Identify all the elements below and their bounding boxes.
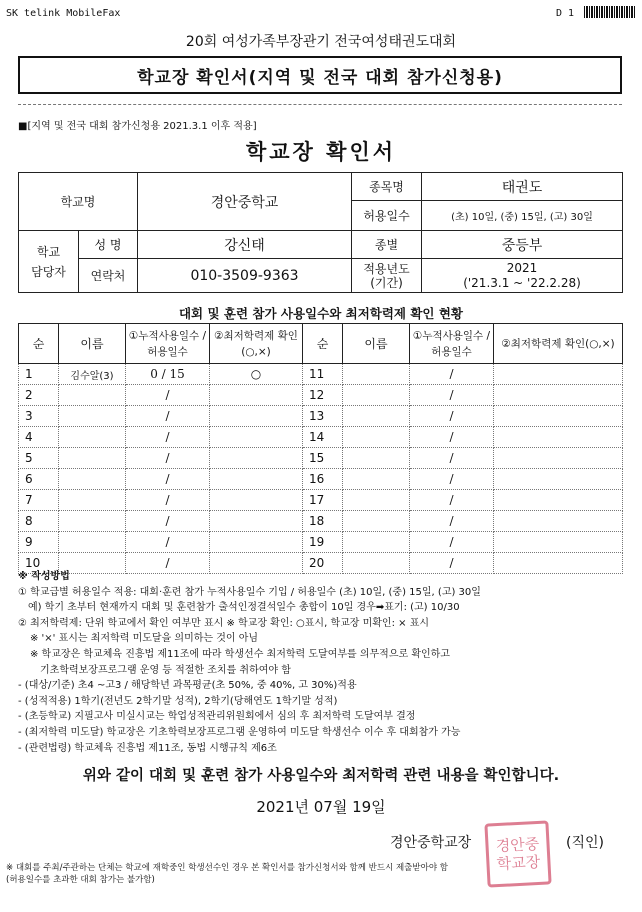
row-number: 5 xyxy=(19,448,59,469)
row-number: 9 xyxy=(19,532,59,553)
category-label: 종별 xyxy=(352,231,422,259)
note-line: - (관련법령) 학교체육 진흥법 제11조, 동법 시행규칙 제6조 xyxy=(18,742,277,754)
school-label: 학교명 xyxy=(19,173,138,231)
row-number: 3 xyxy=(19,406,59,427)
fax-barcode xyxy=(584,6,636,18)
header-name-right: 이름 xyxy=(343,324,410,364)
row-name xyxy=(59,406,126,427)
row-name: 김수알(3) xyxy=(59,364,126,385)
row-name xyxy=(343,385,410,406)
row-number: 17 xyxy=(303,490,343,511)
footer-note xyxy=(6,862,638,886)
divider xyxy=(18,104,622,105)
confirm-text: 위와 같이 대회 및 훈련 참가 사용일수와 최저학력 관련 내용을 확인합니다. xyxy=(82,768,560,784)
row-number: 2 xyxy=(19,385,59,406)
table-row xyxy=(19,469,623,490)
row-cumulative-days: / xyxy=(410,406,494,427)
principal-name: 경안중학교장 xyxy=(390,835,472,851)
footer-line: (허용일수를 초과한 대회 참가는 불가함) xyxy=(6,875,155,885)
row-minimum-check xyxy=(210,511,303,532)
row-name xyxy=(343,427,410,448)
row-cumulative-days: / xyxy=(126,490,210,511)
note-line: 기초학력보장프로그램 운영 등 적절한 조치를 취하여야 함 xyxy=(40,664,291,676)
row-cumulative-days: / xyxy=(410,385,494,406)
row-cumulative-days: / xyxy=(126,406,210,427)
form-title: 학교장 확인서 xyxy=(245,140,397,164)
status-rows xyxy=(19,364,623,574)
notes xyxy=(18,569,628,756)
row-number: 11 xyxy=(303,364,343,385)
row-minimum-check xyxy=(210,532,303,553)
allowed-label: 허용일수 xyxy=(352,201,422,231)
row-name xyxy=(59,427,126,448)
row-name xyxy=(343,490,410,511)
row-number: 18 xyxy=(303,511,343,532)
table-row xyxy=(19,448,623,469)
note-line: 예) 학기 초부터 현재까지 대회 및 훈련참가 출석인정결석일수 총합이 10일 경우➡표기: (고) 10/30 xyxy=(28,602,460,614)
row-minimum-check xyxy=(494,448,623,469)
row-name xyxy=(59,490,126,511)
apply-note: ■[지역 및 전국 대회 참가신청용 2021.3.1 이후 적용] xyxy=(18,121,257,132)
header-name-left: 이름 xyxy=(59,324,126,364)
row-cumulative-days: / xyxy=(410,511,494,532)
row-cumulative-days: / xyxy=(410,364,494,385)
row-minimum-check xyxy=(494,427,623,448)
banner-title: 학교장 확인서(지역 및 전국 대회 참가신청용) xyxy=(18,56,622,94)
row-cumulative-days: / xyxy=(410,469,494,490)
event-label: 종목명 xyxy=(352,173,422,201)
name-value: 강신태 xyxy=(138,231,352,259)
row-number: 15 xyxy=(303,448,343,469)
row-name xyxy=(59,448,126,469)
row-minimum-check xyxy=(494,511,623,532)
category-value: 중등부 xyxy=(422,231,623,259)
row-minimum-check xyxy=(494,469,623,490)
row-number: 4 xyxy=(19,427,59,448)
status-title: 대회 및 훈련 참가 사용일수와 최저학력제 확인 현황 xyxy=(178,306,464,321)
row-minimum-check xyxy=(210,406,303,427)
note-line: - (최저학력 미도달) 학교장은 기초학력보장프로그램 운영하여 미도달 학생선수 이수 후 대회참가 가능 xyxy=(18,726,461,738)
row-cumulative-days: / xyxy=(126,427,210,448)
row-name xyxy=(343,469,410,490)
row-minimum-check xyxy=(494,532,623,553)
event-value: 태권도 xyxy=(422,173,623,201)
row-minimum-check xyxy=(210,448,303,469)
header-cumulative-left: ①누적사용일수 /허용일수 xyxy=(126,324,210,364)
table-row xyxy=(19,490,623,511)
row-number: 10 xyxy=(19,553,59,574)
status-table xyxy=(18,323,623,574)
fax-header: SK telink MobileFax xyxy=(6,8,121,19)
row-minimum-check xyxy=(210,427,303,448)
row-cumulative-days: 0 / 15 xyxy=(126,364,210,385)
header-minimum-right: ②최저학력제 확인(○,×) xyxy=(494,324,623,364)
event-title: 20회 여성가족부장관기 전국여성태권도대회 xyxy=(185,34,457,50)
table-row xyxy=(19,406,623,427)
table-row xyxy=(19,427,623,448)
manager-label: 학교 담당자 xyxy=(19,231,79,293)
row-number: 12 xyxy=(303,385,343,406)
row-name xyxy=(343,532,410,553)
row-cumulative-days: / xyxy=(410,553,494,574)
row-number: 20 xyxy=(303,553,343,574)
row-cumulative-days: / xyxy=(126,385,210,406)
row-number: 6 xyxy=(19,469,59,490)
footer-line: ※ 대회를 주최/주관하는 단체는 학교에 재학중인 학생선수인 경우 본 확인서를 참가신청서와 함께 반드시 제출받아야 함 xyxy=(6,863,448,873)
row-minimum-check xyxy=(494,406,623,427)
row-name xyxy=(343,448,410,469)
year-label: 적용년도 (기간) xyxy=(352,259,422,293)
school-name: 경안중학교 xyxy=(138,173,352,231)
note-line: - (대상/기준) 초4 ~고3 / 해당학년 과목평균(초 50%, 중 40%, 고 30%)적용 xyxy=(18,680,357,692)
row-cumulative-days: / xyxy=(410,448,494,469)
note-line: - (성적적용) 1학기(전년도 2학기말 성적), 2학기(당해연도 1학기말 성적) xyxy=(18,695,338,707)
allowed-value: (초) 10일, (중) 15일, (고) 30일 xyxy=(422,201,623,231)
row-number: 7 xyxy=(19,490,59,511)
row-cumulative-days: / xyxy=(126,511,210,532)
row-minimum-check xyxy=(210,385,303,406)
official-seal-text: 경안중학교장 xyxy=(495,834,541,874)
row-number: 14 xyxy=(303,427,343,448)
note-line: ※ '×' 표시는 최저학력 미도달을 의미하는 것이 아님 xyxy=(30,633,259,645)
table-row xyxy=(19,511,623,532)
contact-value: 010-3509-9363 xyxy=(138,259,352,293)
row-cumulative-days: / xyxy=(126,532,210,553)
row-name xyxy=(59,385,126,406)
row-name xyxy=(343,511,410,532)
row-cumulative-days: / xyxy=(410,490,494,511)
table-row xyxy=(19,385,623,406)
seal-label: (직인) xyxy=(566,835,604,851)
row-number: 1 xyxy=(19,364,59,385)
row-minimum-check xyxy=(494,385,623,406)
info-table xyxy=(18,172,623,293)
fax-page-number: D 1 xyxy=(556,8,575,19)
row-name xyxy=(59,469,126,490)
row-minimum-check xyxy=(494,364,623,385)
row-cumulative-days: / xyxy=(126,448,210,469)
contact-label: 연락처 xyxy=(79,259,138,293)
row-name xyxy=(59,511,126,532)
header-cumulative-right: ①누적사용일수 /허용일수 xyxy=(410,324,494,364)
note-line: - (초등학교) 지필고사 미실시교는 학업성적관리위원회에서 심의 후 최저학력 도달여부 결정 xyxy=(18,711,416,723)
issue-date: 2021년 07월 19일 xyxy=(256,798,386,816)
row-cumulative-days: / xyxy=(410,427,494,448)
note-line: ① 학교급별 허용일수 적용: 대회·훈련 참가 누적사용일수 기입 / 허용일수 (초) 10일, (중) 15일, (고) 30일 xyxy=(18,586,481,598)
row-number: 16 xyxy=(303,469,343,490)
period-value: ('21.3.1 ~ '22.2.28) xyxy=(463,275,581,290)
row-name xyxy=(343,364,410,385)
table-row xyxy=(19,364,623,385)
row-cumulative-days: / xyxy=(410,532,494,553)
row-cumulative-days: / xyxy=(126,553,210,574)
note-line: ② 최저학력제: 단위 학교에서 확인 여부만 표시 ※ 학교장 확인: ○표시, 학교장 미확인: × 표시 xyxy=(18,617,430,629)
header-no-right: 순 xyxy=(303,324,343,364)
row-cumulative-days: / xyxy=(126,469,210,490)
row-name xyxy=(59,532,126,553)
row-minimum-check: ○ xyxy=(210,364,303,385)
row-minimum-check xyxy=(210,469,303,490)
row-number: 19 xyxy=(303,532,343,553)
row-number: 13 xyxy=(303,406,343,427)
header-minimum-left: ②최저학력제 확인(○,×) xyxy=(210,324,303,364)
row-name xyxy=(343,406,410,427)
name-label: 성 명 xyxy=(79,231,138,259)
header-no-left: 순 xyxy=(19,324,59,364)
row-number: 8 xyxy=(19,511,59,532)
table-row xyxy=(19,532,623,553)
note-line: ※ 학교장은 학교체육 진흥법 제11조에 따라 학생선수 최저학력 도달여부를 의무적으로 확인하고 xyxy=(30,648,450,660)
note-line: ※ 작성방법 xyxy=(18,571,70,582)
year-value: 2021 xyxy=(506,260,538,275)
row-minimum-check xyxy=(210,490,303,511)
row-minimum-check xyxy=(494,490,623,511)
